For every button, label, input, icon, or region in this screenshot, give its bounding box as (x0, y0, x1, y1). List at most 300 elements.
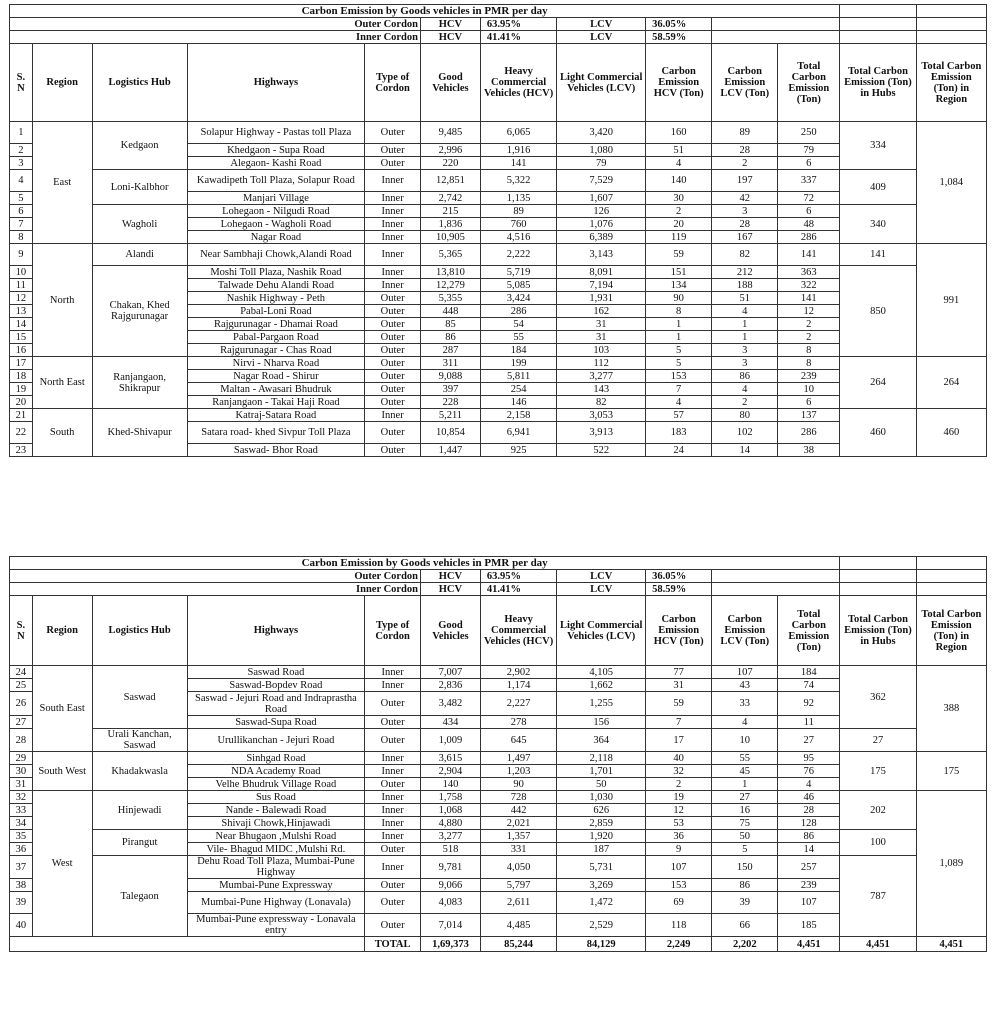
cordon-cell: Inner (365, 218, 421, 231)
col-header-highways: Highways (187, 44, 365, 122)
inner-lcv-pct: 58.59% (646, 583, 712, 596)
empty-cell (916, 570, 986, 583)
highway-cell: Saswad Road (187, 666, 365, 679)
ce-hcv-cell: 24 (646, 444, 712, 457)
row-sn: 35 (10, 830, 33, 843)
col-header-region-total: Total Carbon Emission (Ton) in Region (916, 44, 986, 122)
ce-lcv-cell: 55 (712, 752, 778, 765)
cordon-cell: Outer (365, 892, 421, 914)
lcv-cell: 31 (557, 331, 646, 344)
lcv-cell: 1,931 (557, 292, 646, 305)
ce-lcv-cell: 42 (712, 192, 778, 205)
ce-hcv-cell: 7 (646, 383, 712, 396)
good-vehicles-cell: 5,365 (421, 244, 481, 266)
lcv-cell: 162 (557, 305, 646, 318)
total-label: TOTAL (365, 937, 421, 952)
lcv-cell: 1,920 (557, 830, 646, 843)
ce-lcv-cell: 3 (712, 344, 778, 357)
hcv-cell: 5,322 (480, 170, 556, 192)
table-row (10, 357, 987, 370)
lcv-cell: 1,255 (557, 692, 646, 716)
ce-hcv-cell: 151 (646, 266, 712, 279)
hub-total-cell: 27 (840, 729, 916, 752)
col-header-sn: S. N (10, 596, 33, 666)
cordon-cell: Outer (365, 357, 421, 370)
hub-cell: Khed-Shivapur (92, 409, 187, 457)
lcv-cell: 3,143 (557, 244, 646, 266)
highway-cell: Saswad-Supa Road (187, 716, 365, 729)
ce-lcv-cell: 39 (712, 892, 778, 914)
hcv-cell: 6,941 (480, 422, 556, 444)
hub-cell: Urali Kanchan, Saswad (92, 729, 187, 752)
hcv-cell: 760 (480, 218, 556, 231)
hub-total-cell: 362 (840, 666, 916, 729)
region-cell: South (32, 409, 92, 457)
highway-cell: Velhe Bhudruk Village Road (187, 778, 365, 791)
ce-lcv-cell: 3 (712, 357, 778, 370)
highway-cell: Saswad- Bhor Road (187, 444, 365, 457)
row-sn: 10 (10, 266, 33, 279)
good-vehicles-cell: 287 (421, 344, 481, 357)
table-title: Carbon Emission by Goods vehicles in PMR per day (10, 557, 840, 570)
lcv-cell: 156 (557, 716, 646, 729)
outer-lcv-pct: 36.05% (646, 18, 712, 31)
empty-cell (916, 31, 986, 44)
good-vehicles-cell: 1,758 (421, 791, 481, 804)
highway-cell: Maltan - Awasari Bhudruk (187, 383, 365, 396)
good-vehicles-cell: 86 (421, 331, 481, 344)
ce-hcv-cell: 140 (646, 170, 712, 192)
region-total-cell: 991 (916, 244, 986, 357)
row-sn: 27 (10, 716, 33, 729)
cordon-cell: Inner (365, 765, 421, 778)
lcv-cell: 112 (557, 357, 646, 370)
ce-hcv-cell: 8 (646, 305, 712, 318)
total-good-vehicles: 1,69,373 (421, 937, 481, 952)
ce-hcv-cell: 4 (646, 396, 712, 409)
ce-total-cell: 6 (778, 396, 840, 409)
highway-cell: Satara road- khed Sivpur Toll Plaza (187, 422, 365, 444)
col-header-hcv: Heavy Commercial Vehicles (HCV) (480, 596, 556, 666)
hcv-cell: 728 (480, 791, 556, 804)
row-sn: 9 (10, 244, 33, 266)
region-cell: North (32, 244, 92, 357)
cordon-cell: Outer (365, 444, 421, 457)
ce-total-cell: 239 (778, 879, 840, 892)
inner-lcv-label: LCV (557, 31, 646, 44)
ce-lcv-cell: 80 (712, 409, 778, 422)
ce-total-cell: 141 (778, 292, 840, 305)
ce-hcv-cell: 134 (646, 279, 712, 292)
hub-total-cell: 264 (840, 357, 916, 409)
ce-total-cell: 72 (778, 192, 840, 205)
hub-cell: Hinjewadi (92, 791, 187, 830)
lcv-cell: 50 (557, 778, 646, 791)
hcv-cell: 5,085 (480, 279, 556, 292)
good-vehicles-cell: 3,482 (421, 692, 481, 716)
lcv-cell: 2,118 (557, 752, 646, 765)
ce-total-cell: 322 (778, 279, 840, 292)
row-sn: 28 (10, 729, 33, 752)
ce-lcv-cell: 2 (712, 396, 778, 409)
cordon-cell: Outer (365, 729, 421, 752)
ce-lcv-cell: 51 (712, 292, 778, 305)
cordon-cell: Inner (365, 205, 421, 218)
highway-cell: Moshi Toll Plaza, Nashik Road (187, 266, 365, 279)
lcv-cell: 1,080 (557, 144, 646, 157)
hcv-cell: 5,797 (480, 879, 556, 892)
row-sn: 39 (10, 892, 33, 914)
outer-hcv-label: HCV (421, 18, 481, 31)
lcv-cell: 8,091 (557, 266, 646, 279)
col-header-hcv: Heavy Commercial Vehicles (HCV) (480, 44, 556, 122)
ce-lcv-cell: 16 (712, 804, 778, 817)
row-sn: 38 (10, 879, 33, 892)
ce-total-cell: 10 (778, 383, 840, 396)
ce-hcv-cell: 160 (646, 122, 712, 144)
ce-lcv-cell: 75 (712, 817, 778, 830)
highway-cell: Vile- Bhagud MIDC ,Mulshi Rd. (187, 843, 365, 856)
inner-hcv-pct: 41.41% (480, 583, 556, 596)
lcv-cell: 1,030 (557, 791, 646, 804)
col-header-good-vehicles: Good Vehicles (421, 44, 481, 122)
ce-lcv-cell: 14 (712, 444, 778, 457)
ce-lcv-cell: 45 (712, 765, 778, 778)
hcv-cell: 1,135 (480, 192, 556, 205)
cordon-cell: Inner (365, 192, 421, 205)
highway-cell: Katraj-Satara Road (187, 409, 365, 422)
hcv-cell: 1,357 (480, 830, 556, 843)
hcv-cell: 146 (480, 396, 556, 409)
ce-lcv-cell: 50 (712, 830, 778, 843)
ce-total-cell: 95 (778, 752, 840, 765)
table-row (10, 752, 987, 765)
ce-lcv-cell: 28 (712, 144, 778, 157)
highway-cell: Mumbai-Pune Expressway (187, 879, 365, 892)
ce-lcv-cell: 33 (712, 692, 778, 716)
emission-table-part-2 (9, 556, 987, 952)
ce-hcv-cell: 77 (646, 666, 712, 679)
outer-cordon-label: Outer Cordon (10, 18, 421, 31)
cordon-cell: Inner (365, 817, 421, 830)
hcv-cell: 54 (480, 318, 556, 331)
cordon-cell: Outer (365, 157, 421, 170)
ce-hcv-cell: 2 (646, 778, 712, 791)
good-vehicles-cell: 10,905 (421, 231, 481, 244)
good-vehicles-cell: 434 (421, 716, 481, 729)
empty-cell (712, 570, 840, 583)
hcv-cell: 331 (480, 843, 556, 856)
region-cell: West (32, 791, 92, 937)
highway-cell: Pabal-Pargaon Road (187, 331, 365, 344)
ce-lcv-cell: 89 (712, 122, 778, 144)
row-sn: 21 (10, 409, 33, 422)
highway-cell: Saswad - Jejuri Road and Indraprastha Road (187, 692, 365, 716)
hcv-cell: 141 (480, 157, 556, 170)
cordon-cell: Outer (365, 331, 421, 344)
row-sn: 2 (10, 144, 33, 157)
row-sn: 22 (10, 422, 33, 444)
ce-lcv-cell: 188 (712, 279, 778, 292)
col-header-lcv: Light Commercial Vehicles (LCV) (557, 44, 646, 122)
good-vehicles-cell: 9,485 (421, 122, 481, 144)
hcv-cell: 645 (480, 729, 556, 752)
lcv-cell: 626 (557, 804, 646, 817)
outer-cordon-label: Outer Cordon (10, 570, 421, 583)
hcv-cell: 278 (480, 716, 556, 729)
ce-hcv-cell: 153 (646, 879, 712, 892)
good-vehicles-cell: 2,904 (421, 765, 481, 778)
outer-hcv-pct: 63.95% (480, 570, 556, 583)
highway-cell: Nande - Balewadi Road (187, 804, 365, 817)
highway-cell: Sus Road (187, 791, 365, 804)
hub-cell: Kedgaon (92, 122, 187, 170)
table-row (10, 122, 987, 144)
row-sn: 17 (10, 357, 33, 370)
highway-cell: Dehu Road Toll Plaza, Mumbai-Pune Highway (187, 856, 365, 879)
good-vehicles-cell: 1,068 (421, 804, 481, 817)
hcv-cell: 2,611 (480, 892, 556, 914)
cordon-cell: Outer (365, 879, 421, 892)
row-sn: 32 (10, 791, 33, 804)
hub-total-cell: 340 (840, 205, 916, 244)
highway-cell: Rajgurunagar - Dhamai Road (187, 318, 365, 331)
row-sn: 3 (10, 157, 33, 170)
hub-cell: Pirangut (92, 830, 187, 856)
col-header-sn: S. N (10, 44, 33, 122)
cordon-cell: Outer (365, 383, 421, 396)
row-sn: 24 (10, 666, 33, 679)
outer-lcv-label: LCV (557, 570, 646, 583)
lcv-cell: 126 (557, 205, 646, 218)
ce-hcv-cell: 4 (646, 157, 712, 170)
ce-total-cell: 286 (778, 422, 840, 444)
hcv-cell: 254 (480, 383, 556, 396)
ce-hcv-cell: 119 (646, 231, 712, 244)
hub-cell: Loni-Kalbhor (92, 170, 187, 205)
highway-cell: Urullikanchan - Jejuri Road (187, 729, 365, 752)
ce-hcv-cell: 36 (646, 830, 712, 843)
lcv-cell: 1,076 (557, 218, 646, 231)
cordon-cell: Outer (365, 344, 421, 357)
good-vehicles-cell: 85 (421, 318, 481, 331)
ce-hcv-cell: 7 (646, 716, 712, 729)
ce-lcv-cell: 167 (712, 231, 778, 244)
good-vehicles-cell: 4,880 (421, 817, 481, 830)
good-vehicles-cell: 3,615 (421, 752, 481, 765)
empty-cell (916, 18, 986, 31)
lcv-cell: 4,105 (557, 666, 646, 679)
region-total-cell: 1,089 (916, 791, 986, 937)
highway-cell: Mumbai-Pune Highway (Lonavala) (187, 892, 365, 914)
good-vehicles-cell: 2,742 (421, 192, 481, 205)
hub-cell: Wagholi (92, 205, 187, 244)
ce-hcv-cell: 31 (646, 679, 712, 692)
ce-hcv-cell: 5 (646, 357, 712, 370)
good-vehicles-cell: 5,355 (421, 292, 481, 305)
row-sn: 36 (10, 843, 33, 856)
row-sn: 13 (10, 305, 33, 318)
lcv-cell: 1,701 (557, 765, 646, 778)
highway-cell: Near Bhugaon ,Mulshi Road (187, 830, 365, 843)
hub-total-cell: 460 (840, 409, 916, 457)
col-header-hubs-total: Total Carbon Emission (Ton) in Hubs (840, 596, 916, 666)
outer-hcv-label: HCV (421, 570, 481, 583)
region-total-cell: 388 (916, 666, 986, 752)
table-row (10, 729, 987, 752)
highway-cell: Alegaon- Kashi Road (187, 157, 365, 170)
ce-lcv-cell: 28 (712, 218, 778, 231)
empty-cell (10, 937, 365, 952)
cordon-cell: Inner (365, 752, 421, 765)
ce-total-cell: 38 (778, 444, 840, 457)
hub-total-cell: 787 (840, 856, 916, 937)
row-sn: 8 (10, 231, 33, 244)
ce-total-cell: 86 (778, 830, 840, 843)
ce-total-cell: 137 (778, 409, 840, 422)
row-sn: 7 (10, 218, 33, 231)
ce-lcv-cell: 5 (712, 843, 778, 856)
empty-cell (712, 18, 840, 31)
lcv-cell: 187 (557, 843, 646, 856)
ce-lcv-cell: 27 (712, 791, 778, 804)
cordon-cell: Inner (365, 856, 421, 879)
ce-total-cell: 4 (778, 778, 840, 791)
outer-lcv-label: LCV (557, 18, 646, 31)
good-vehicles-cell: 228 (421, 396, 481, 409)
hub-total-cell: 100 (840, 830, 916, 856)
cordon-cell: Inner (365, 830, 421, 843)
ce-lcv-cell: 4 (712, 305, 778, 318)
lcv-cell: 1,472 (557, 892, 646, 914)
hcv-cell: 199 (480, 357, 556, 370)
hcv-cell: 5,719 (480, 266, 556, 279)
ce-total-cell: 128 (778, 817, 840, 830)
hub-total-cell: 334 (840, 122, 916, 170)
cordon-cell: Outer (365, 144, 421, 157)
total-ce-hcv: 2,249 (646, 937, 712, 952)
col-header-ce-hcv: Carbon Emission HCV (Ton) (646, 596, 712, 666)
ce-total-cell: 257 (778, 856, 840, 879)
hcv-cell: 286 (480, 305, 556, 318)
lcv-cell: 79 (557, 157, 646, 170)
ce-total-cell: 79 (778, 144, 840, 157)
ce-lcv-cell: 197 (712, 170, 778, 192)
table-row (10, 856, 987, 879)
region-total-cell: 175 (916, 752, 986, 791)
lcv-cell: 2,859 (557, 817, 646, 830)
ce-lcv-cell: 2 (712, 157, 778, 170)
good-vehicles-cell: 12,851 (421, 170, 481, 192)
row-sn: 33 (10, 804, 33, 817)
highway-cell: Solapur Highway - Pastas toll Plaza (187, 122, 365, 144)
highway-cell: Lohegaon - Nilgudi Road (187, 205, 365, 218)
table-row (10, 170, 987, 192)
hcv-cell: 184 (480, 344, 556, 357)
inner-cordon-label: Inner Cordon (10, 583, 421, 596)
good-vehicles-cell: 7,014 (421, 914, 481, 937)
lcv-cell: 3,277 (557, 370, 646, 383)
ce-hcv-cell: 59 (646, 692, 712, 716)
ce-total-cell: 6 (778, 157, 840, 170)
ce-total-cell: 12 (778, 305, 840, 318)
good-vehicles-cell: 311 (421, 357, 481, 370)
good-vehicles-cell: 140 (421, 778, 481, 791)
empty-cell (916, 583, 986, 596)
region-total-cell: 460 (916, 409, 986, 457)
highway-cell: Talwade Dehu Alandi Road (187, 279, 365, 292)
cordon-cell: Outer (365, 396, 421, 409)
empty-cell (712, 31, 840, 44)
ce-hcv-cell: 5 (646, 344, 712, 357)
inner-hcv-pct: 41.41% (480, 31, 556, 44)
highway-cell: Pabal-Loni Road (187, 305, 365, 318)
good-vehicles-cell: 215 (421, 205, 481, 218)
hcv-cell: 2,158 (480, 409, 556, 422)
ce-lcv-cell: 107 (712, 666, 778, 679)
ce-total-cell: 2 (778, 318, 840, 331)
row-sn: 12 (10, 292, 33, 305)
col-header-region: Region (32, 44, 92, 122)
hub-cell: Saswad (92, 666, 187, 729)
hcv-cell: 1,203 (480, 765, 556, 778)
hcv-cell: 55 (480, 331, 556, 344)
total-lcv: 84,129 (557, 937, 646, 952)
ce-total-cell: 2 (778, 331, 840, 344)
row-sn: 26 (10, 692, 33, 716)
total-region: 4,451 (916, 937, 986, 952)
good-vehicles-cell: 1,836 (421, 218, 481, 231)
good-vehicles-cell: 518 (421, 843, 481, 856)
hcv-cell: 2,227 (480, 692, 556, 716)
ce-lcv-cell: 66 (712, 914, 778, 937)
cordon-cell: Outer (365, 914, 421, 937)
col-header-good-vehicles: Good Vehicles (421, 596, 481, 666)
lcv-cell: 103 (557, 344, 646, 357)
hcv-cell: 4,485 (480, 914, 556, 937)
highway-cell: Manjari Village (187, 192, 365, 205)
cordon-cell: Inner (365, 170, 421, 192)
inner-hcv-label: HCV (421, 31, 481, 44)
ce-hcv-cell: 51 (646, 144, 712, 157)
ce-hcv-cell: 183 (646, 422, 712, 444)
cordon-cell: Outer (365, 692, 421, 716)
good-vehicles-cell: 7,007 (421, 666, 481, 679)
empty-cell (916, 557, 986, 570)
hub-total-cell: 409 (840, 170, 916, 205)
highway-cell: Shivaji Chowk,Hinjawadi (187, 817, 365, 830)
lcv-cell: 1,607 (557, 192, 646, 205)
ce-lcv-cell: 10 (712, 729, 778, 752)
ce-hcv-cell: 32 (646, 765, 712, 778)
good-vehicles-cell: 9,088 (421, 370, 481, 383)
ce-lcv-cell: 3 (712, 205, 778, 218)
inner-hcv-label: HCV (421, 583, 481, 596)
table-row (10, 244, 987, 266)
cordon-cell: Outer (365, 778, 421, 791)
ce-hcv-cell: 107 (646, 856, 712, 879)
col-header-ce-lcv: Carbon Emission LCV (Ton) (712, 596, 778, 666)
table-row (10, 666, 987, 679)
ce-total-cell: 363 (778, 266, 840, 279)
ce-hcv-cell: 30 (646, 192, 712, 205)
total-ce-total: 4,451 (778, 937, 840, 952)
hub-total-cell: 850 (840, 266, 916, 357)
col-header-hub: Logistics Hub (92, 44, 187, 122)
ce-hcv-cell: 19 (646, 791, 712, 804)
empty-cell (840, 18, 916, 31)
ce-hcv-cell: 53 (646, 817, 712, 830)
